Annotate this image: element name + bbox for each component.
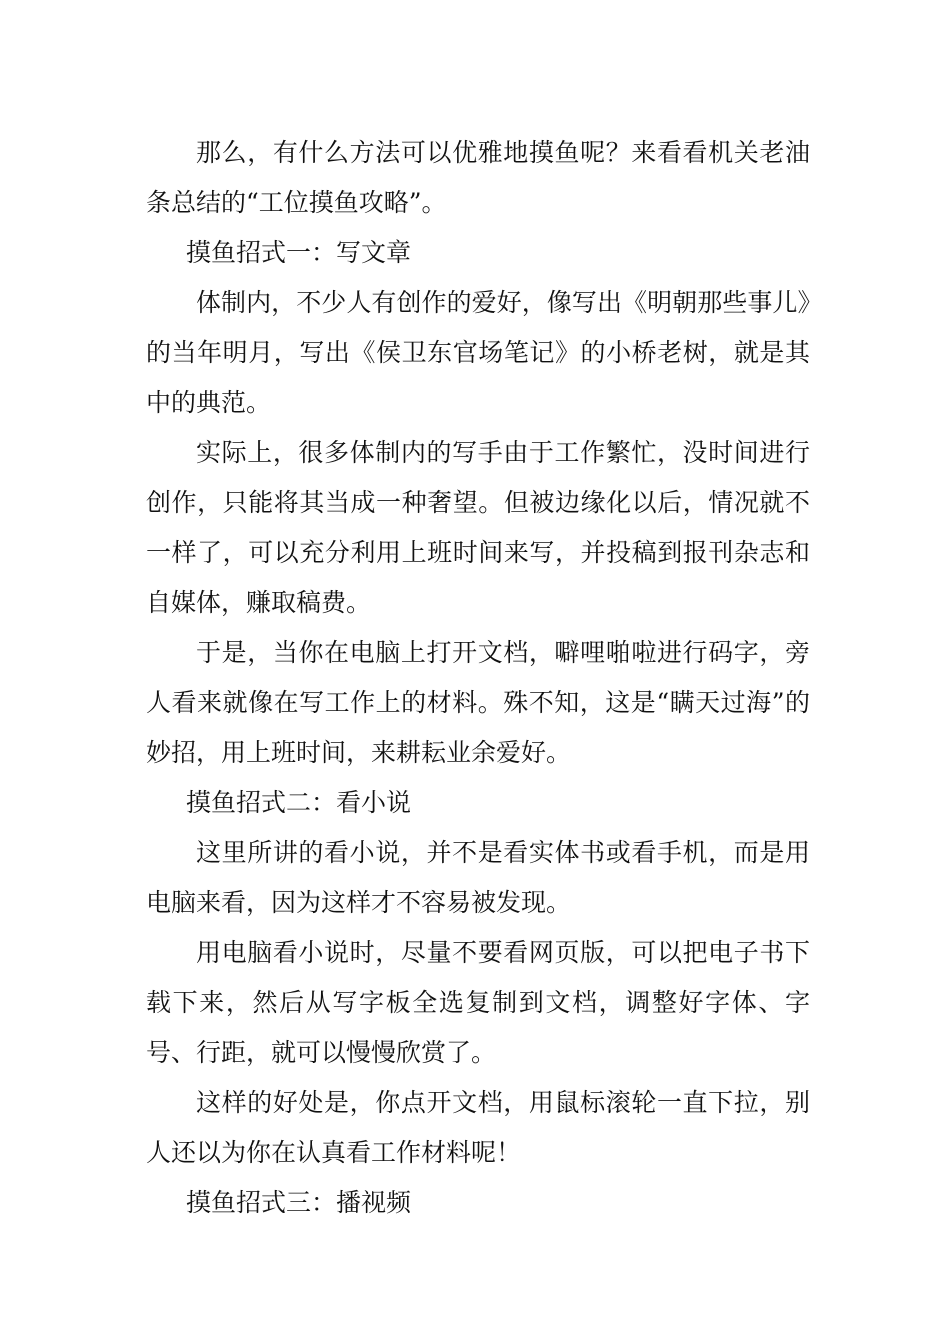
paragraph-1b: 实际上，很多体制内的写手由于工作繁忙，没时间进行创作，只能将其当成一种奢望。但被边缘化以后，情况就不一样了，可以充分利用上班时间来写，并投稿到报刊杂志和自媒体，赚取稿费。 [146,438,810,617]
section-heading-1: 摸鱼招式一：写文章 [186,238,412,267]
paragraph-2c: 这样的好处是，你点开文档，用鼠标滚轮一直下拉，别人还以为你在认真看工作材料呢！ [146,1088,810,1167]
paragraph-1a: 体制内，不少人有创作的爱好，像写出《明朝那些事儿》的当年明月，写出《侯卫东官场笔记》的小桥老树，就是其中的典范。 [146,288,810,417]
paragraph-2b: 用电脑看小说时，尽量不要看网页版，可以把电子书下载下来，然后从写字板全选复制到文档，调整好字体、字号、行距，就可以慢慢欣赏了。 [146,938,810,1067]
document-body [146,128,810,1228]
section-heading-3: 摸鱼招式三：播视频 [186,1188,412,1217]
paragraph-intro: 那么，有什么方法可以优雅地摸鱼呢？来看看机关老油条总结的“工位摸鱼攻略”。 [146,138,810,217]
paragraph-1c: 于是，当你在电脑上打开文档，噼哩啪啦进行码字，旁人看来就像在写工作上的材料。殊不知，这是“瞒天过海”的妙招，用上班时间，来耕耘业余爱好。 [146,638,810,767]
paragraph-2a: 这里所讲的看小说，并不是看实体书或看手机，而是用电脑来看，因为这样才不容易被发现。 [146,838,810,917]
section-heading-2: 摸鱼招式二：看小说 [186,788,412,817]
